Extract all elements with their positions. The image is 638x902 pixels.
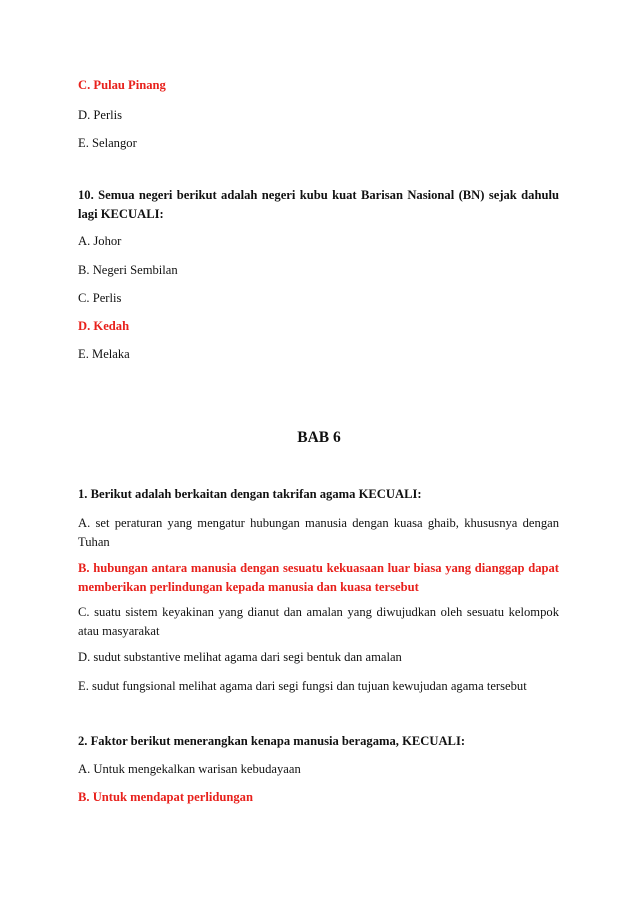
chapter-heading: BAB 6 <box>297 429 341 446</box>
answer-option-correct: B. Untuk mendapat perlidungan <box>78 790 253 804</box>
answer-option: C. suatu sistem keyakinan yang dianut dan amalan yang diwujudkan oleh sesuatu kelompok atau masyarakat <box>78 605 559 638</box>
answer-option-correct: D. Kedah <box>78 319 130 333</box>
answer-option: E. sudut fungsional melihat agama dari segi fungsi dan tujuan kewujudan agama tersebut <box>78 679 527 693</box>
answer-option: D. sudut substantive melihat agama dari segi bentuk dan amalan <box>78 650 402 664</box>
answer-option: A. Johor <box>78 234 122 248</box>
answer-option: E. Selangor <box>78 136 137 150</box>
answer-option: A. set peraturan yang mengatur hubungan manusia dengan kuasa ghaib, khususnya dengan Tuhan <box>78 516 559 549</box>
answer-option-correct: B. hubungan antara manusia dengan sesuatu kekuasaan luar biasa yang dianggap dapat memberikan perlindungan kepada manusia dan kuasa tersebut <box>78 561 559 594</box>
answer-option-correct: C. Pulau Pinang <box>78 78 166 92</box>
answer-option: D. Perlis <box>78 108 123 122</box>
answer-option: A. Untuk mengekalkan warisan kebudayaan <box>78 762 301 776</box>
question-1-text: 1. Berikut adalah berkaitan dengan takrifan agama KECUALI: <box>78 487 422 501</box>
question-2-text: 2. Faktor berikut menerangkan kenapa manusia beragama, KECUALI: <box>78 734 466 748</box>
question-10-text: 10. Semua negeri berikut adalah negeri kubu kuat Barisan Nasional (BN) sejak dahulu lagi KECUALI: <box>78 188 559 221</box>
answer-option: C. Perlis <box>78 291 122 305</box>
answer-option: B. Negeri Sembilan <box>78 263 178 277</box>
answer-option: E. Melaka <box>78 347 130 361</box>
